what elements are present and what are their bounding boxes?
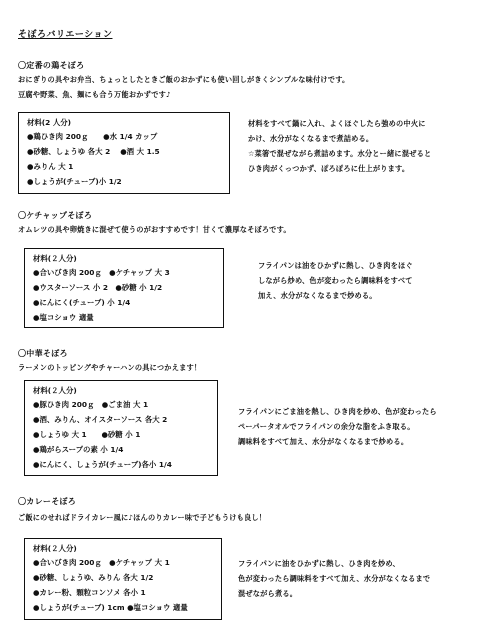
cooking-method (258, 258, 413, 303)
ingredient-line: ●しょうが(チューブ)小 1/2 (27, 177, 122, 186)
cooking-method (248, 116, 431, 176)
page-title: そぼろバリエーション (18, 30, 113, 40)
ingredients-heading: 材料(２人分) (33, 544, 77, 553)
ingredient-line: ●にんにく、しょうが(チューブ)各小 1/4 (33, 460, 172, 469)
ingredient-line: ●砂糖、しょうゆ 各大 2 ●酒 大 1.5 (27, 147, 160, 156)
method-line: 調味料をすべて加え、水分がなくなるまで炒める。 (238, 437, 409, 446)
section-title: 〇中華そぼろ (18, 349, 68, 358)
description-line: ラーメンのトッピングやチャーハンの具につかえます！ (18, 363, 202, 372)
ingredients-heading: 材料(2 人分) (27, 118, 72, 127)
method-line: フライパンに油をひかずに熱し、ひき肉を炒め、 (238, 559, 400, 568)
method-line: 材料をすべて鍋に入れ、よくほぐしたら強めの中火に (248, 119, 426, 128)
ingredient-line: ●カレー粉、顆粒コンソメ 各小 1 (33, 588, 146, 597)
method-line: ひき肉がくっつかず、ぽろぽろに仕上がります。 (248, 164, 410, 173)
ingredient-line: ●にんにく(チューブ) 小 1/4 (33, 298, 131, 307)
ingredients-box (24, 380, 218, 476)
section-title: 〇ケチャップそぼろ (18, 211, 93, 220)
ingredient-line: ●塩コショウ 適量 (33, 313, 94, 322)
method-line: ペーパータオルでフライパンの余分な脂をふき取る。 (238, 422, 415, 431)
ingredient-line: ●みりん 大 1 (27, 162, 74, 171)
description-line: オムレツの具や卵焼きに混ぜて使うのがおすすめです！甘くて濃厚なそぼろです。 (18, 225, 291, 234)
ingredients-box (18, 112, 230, 194)
description-line: ご飯にのせればドライカレー風に♪ほんのりカレー味で子どもうけも良し！ (18, 513, 267, 522)
ingredient-line: ●ウスターソース 小 2 ●砂糖 小 1/2 (33, 283, 163, 292)
method-line: ☆菜箸で混ぜながら煮詰めます。水分とー緒に混ぜると (248, 149, 432, 158)
method-line: 色が変わったら調味料をすべて加え、水分がなくなるまで (238, 574, 431, 583)
ingredient-line: ●しょうゆ 大 1 ●砂糖 小 1 (33, 430, 141, 439)
ingredient-line: ●鶏がらスープの素 小 1/4 (33, 445, 124, 454)
method-line: 加え、水分がなくなるまで炒める。 (258, 291, 377, 300)
section-description (18, 360, 201, 375)
cooking-method (238, 404, 437, 449)
description-line: おにぎりの具やお弁当、ちょっとしたときご飯のおかずにも使い回しがきくシンプルな味付けです。 (18, 75, 350, 84)
ingredients-box (24, 248, 224, 328)
ingredient-line: ●合いびき肉 200ｇ ●ケチャップ 大 1 (33, 558, 170, 567)
ingredient-line: ●鶏ひき肉 200ｇ ●水 1/4 カップ (27, 132, 158, 141)
ingredient-line: ●合いびき肉 200ｇ ●ケチャップ 大 3 (33, 268, 170, 277)
description-line: 豆腐や野菜、魚、麺にも合う万能おかずです♪ (18, 90, 171, 99)
section-description (18, 510, 266, 525)
ingredients-box (24, 538, 222, 620)
method-line: かけ、水分がなくなるまで煮詰める。 (248, 134, 374, 143)
cooking-method (238, 556, 430, 601)
ingredients-heading: 材料(２人分) (33, 386, 77, 395)
ingredient-line: ●酒、みりん、オイスターソース 各大 2 (33, 415, 168, 424)
method-line: フライパンは油をひかずに熱し、ひき肉をほぐ (258, 261, 413, 270)
ingredient-line: ●砂糖、しょうゆ、みりん 各大 1/2 (33, 573, 154, 582)
method-line: 混ぜながら煮る。 (238, 589, 298, 598)
ingredient-line: ●豚ひき肉 200ｇ ●ごま油 大 1 (33, 400, 149, 409)
section-title: 〇定番の鶏そぼろ (18, 61, 85, 70)
section-title: 〇カレーそぼろ (18, 497, 77, 506)
method-line: しながら炒め、色が変わったら調味料をすべて (258, 276, 413, 285)
section-description (18, 72, 349, 102)
section-description (18, 222, 291, 237)
ingredients-heading: 材料(２人分) (33, 254, 77, 263)
ingredient-line: ●しょうが(チューブ) 1cm ●塩コショウ 適量 (33, 603, 188, 612)
method-line: フライパンにごま油を熱し、ひき肉を炒め、色が変わったら (238, 407, 437, 416)
